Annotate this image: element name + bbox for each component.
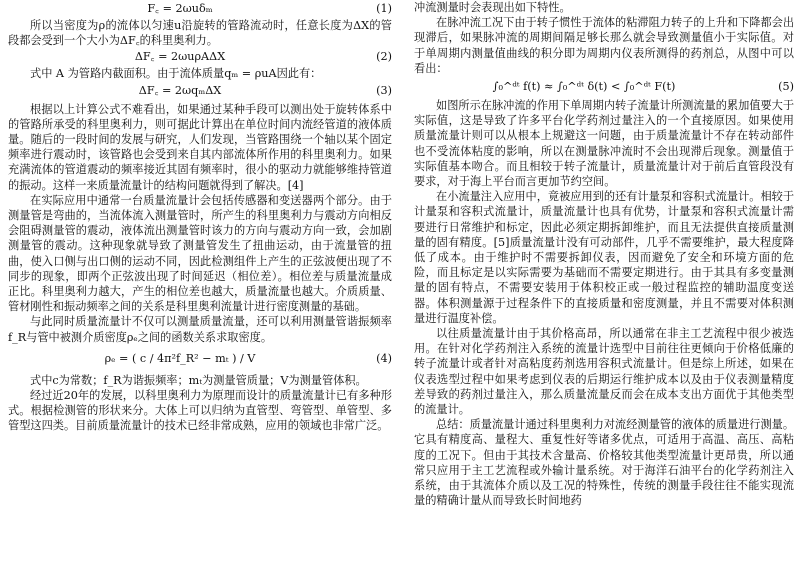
paragraph: 冲流测量时会表现出如下特性。 <box>414 1 571 14</box>
paragraph: 总结：质量流量计通过科里奥利力对流经测量管的液体的质量进行测量。它具有精度高、量程大、重复性好等诸多优点，可适用于高温、高压、高粘度的工况下。但由于其技术含量高、价格较其他类型流量计更昂贵，所以通常只应用于主工艺流程或外输计量系统。对于海洋石油平台的化学药剂注入系统，由于其流体介质以及工况的特殊性，传统的测量手段往往不能实现流量的精确计量从而导致长时间地药 <box>414 418 795 508</box>
left-column <box>8 0 392 434</box>
equation-formula: F꜀ = 2ωuδₘ <box>147 2 213 15</box>
equation-formula: ρₑ = ( c / 4π²f_R² − mₜ ) / V <box>104 351 256 365</box>
paragraph: 与此同时质量流量计不仅可以测量质量流量，还可以利用测量管谐振频率f_R与管中被测介质密度ρₑ之间的函数关系求取密度。 <box>8 315 392 344</box>
equation-2 <box>8 48 392 66</box>
paragraph: 根据以上计算公式不难看出，如果通过某种手段可以测出处于旋转体系中的管路所承受的科里奥利力，则可据此计算出在单位时间内流经管道的液体质量。随后的一段时间的发展与研究，人们发现，当管路围绕一个轴以某个固定频率进行震动时，该管路也会受到来自其内部流体所作用的科里奥利力。如果充满流体的管道震动的频率接近其固有频率时，很小的驱动力就能够维持管道的振动。这样一来质量流量计的结构问题就得到了解决。[4] <box>8 102 392 192</box>
equation-number: (1) <box>376 2 392 15</box>
paragraph: 以往质量流量计由于其价格高昂，所以通常在非主工艺流程中很少被选用。在针对化学药剂注入系统的流量计选型中目前往往更倾向于价格低廉的转子流量计或者针对高粘度药剂选用容积式流量计。但是综上所述，如果在仪表选型过程中如果考虑到仪表的后期运行维护成本以及由于仪表测量精度差导致的药剂过量注入，那么质量流量反而会在成本支出方面优于其他类型的流量计。 <box>414 327 794 417</box>
paragraph: 式中c为常数；f_R为谐振频率；mₜ为测量管质量；V为测量管体积。 <box>30 373 367 387</box>
equation-4 <box>8 345 392 373</box>
paragraph: 经过近20年的发展，以科里奥利力为原理而设计的质量流量计已有多种形式。根据检测管的形状来分。大体上可以归纳为直管型、弯管型、单管型、多管型这四类。目前质量流量计的技术已经非常成熟，应用的领域也非常广泛。 <box>8 389 392 433</box>
equation-3 <box>8 82 392 100</box>
equation-formula: ∫₀^ᵈᵗ f(t) ≈ ∫₀^ᵈᵗ δ(t) < ∫₀^ᵈᵗ F(t) <box>492 80 676 94</box>
paragraph: 在实际应用中通常一台质量流量计会包括传感器和变送器两个部分。由于测量管是弯曲的，当流体流入测量管时，所产生的科里奥利力与震动方向相反会阻碍测量管的震动，液体流出测量管时该力的方向与震动方向一致，会加剧测量管的震动。这种现象就导致了测量管发生了扭曲运动，由于流量管的扭曲，使入口侧与出口侧的运动不同，因此检测组件上产生的正弦波便出现了不同步的现象，即两个正弦波出现了时间延迟（相位差）。相位差与质量流量成正比。科里奥利力越大，产生的相位差也越大，质量流量也越大。介质质量、管材刚性和振动频率之间的关系是科里奥利流量计进行密度测量的基础。 <box>8 193 392 314</box>
equation-5 <box>414 76 794 98</box>
paragraph: 所以当密度为ρ的流体以匀速u沿旋转的管路流动时，任意长度为ΔX的管段都会受到一个大小为ΔF꜀的科里奥利力。 <box>8 19 392 48</box>
equation-number: (2) <box>376 50 392 64</box>
paragraph: 在小流量注入应用中，竟被应用到的还有计量泵和容积式流量计。相较于计量泵和容积式流量计，质量流量计也具有优势，计量泵和容积式流量计需要进行日常维护和标定，因此必须定期拆卸维护，而且无法提供直接质量测量的固有精度。[5]质量流量计没有可动部件，几乎不需要维护，最大程度降低了成本。由于维护时不需要拆卸仪表，因而避免了安全和环境方面的危险，而且标定是以实际需要为基础而不需要定期进行。由于其具有多变量测量的固有特点，不需要安装用于体积校正或一般过程监控的辅助温度变送器。体积测量源于过程条件下的直接质量和密度测量，并且不需要对体积测量进行温度补偿。 <box>414 190 795 325</box>
paragraph: 式中 A 为管路内截面积。由于流体质量qₘ = ρuA因此有： <box>30 67 322 81</box>
equation-number: (4) <box>376 351 392 365</box>
right-column <box>414 0 794 509</box>
equation-number: (3) <box>376 83 392 97</box>
equation-1 <box>8 0 392 18</box>
paragraph: 如图所示在脉冲流的作用下单周期内转子流量计所测流量的累加值要大于实际值，这是导致了许多平台化学药剂过量注入的一个直接原因。如果使用质量流量计则可以从根本上规避这一问题，由于质量流量计不存在转动部件也不受流体粘度的影响，所以在测量脉冲流时不会出现滞后现象。测量值于实际值基本吻合。而且相较于转子流量计，质量流量计对于前后直管段没有要求，对于海上平台而言更加节约空间。 <box>414 99 795 189</box>
equation-number: (5) <box>778 80 794 94</box>
equation-formula: ΔF꜀ = 2ωqₘΔX <box>138 83 222 97</box>
paragraph: 在脉冲流工况下由于转子惯性于流体的粘滞阻力转子的上升和下降都会出现滞后，如果脉冲流的周期间隔足够长那么就会导致测量值小于实际值。对于单周期内测量值曲线的积分即为周期内仪表所测得的药剂总，从图中可以看出： <box>414 16 795 75</box>
equation-formula: ΔF꜀ = 2ωuρAΔX <box>134 50 226 64</box>
